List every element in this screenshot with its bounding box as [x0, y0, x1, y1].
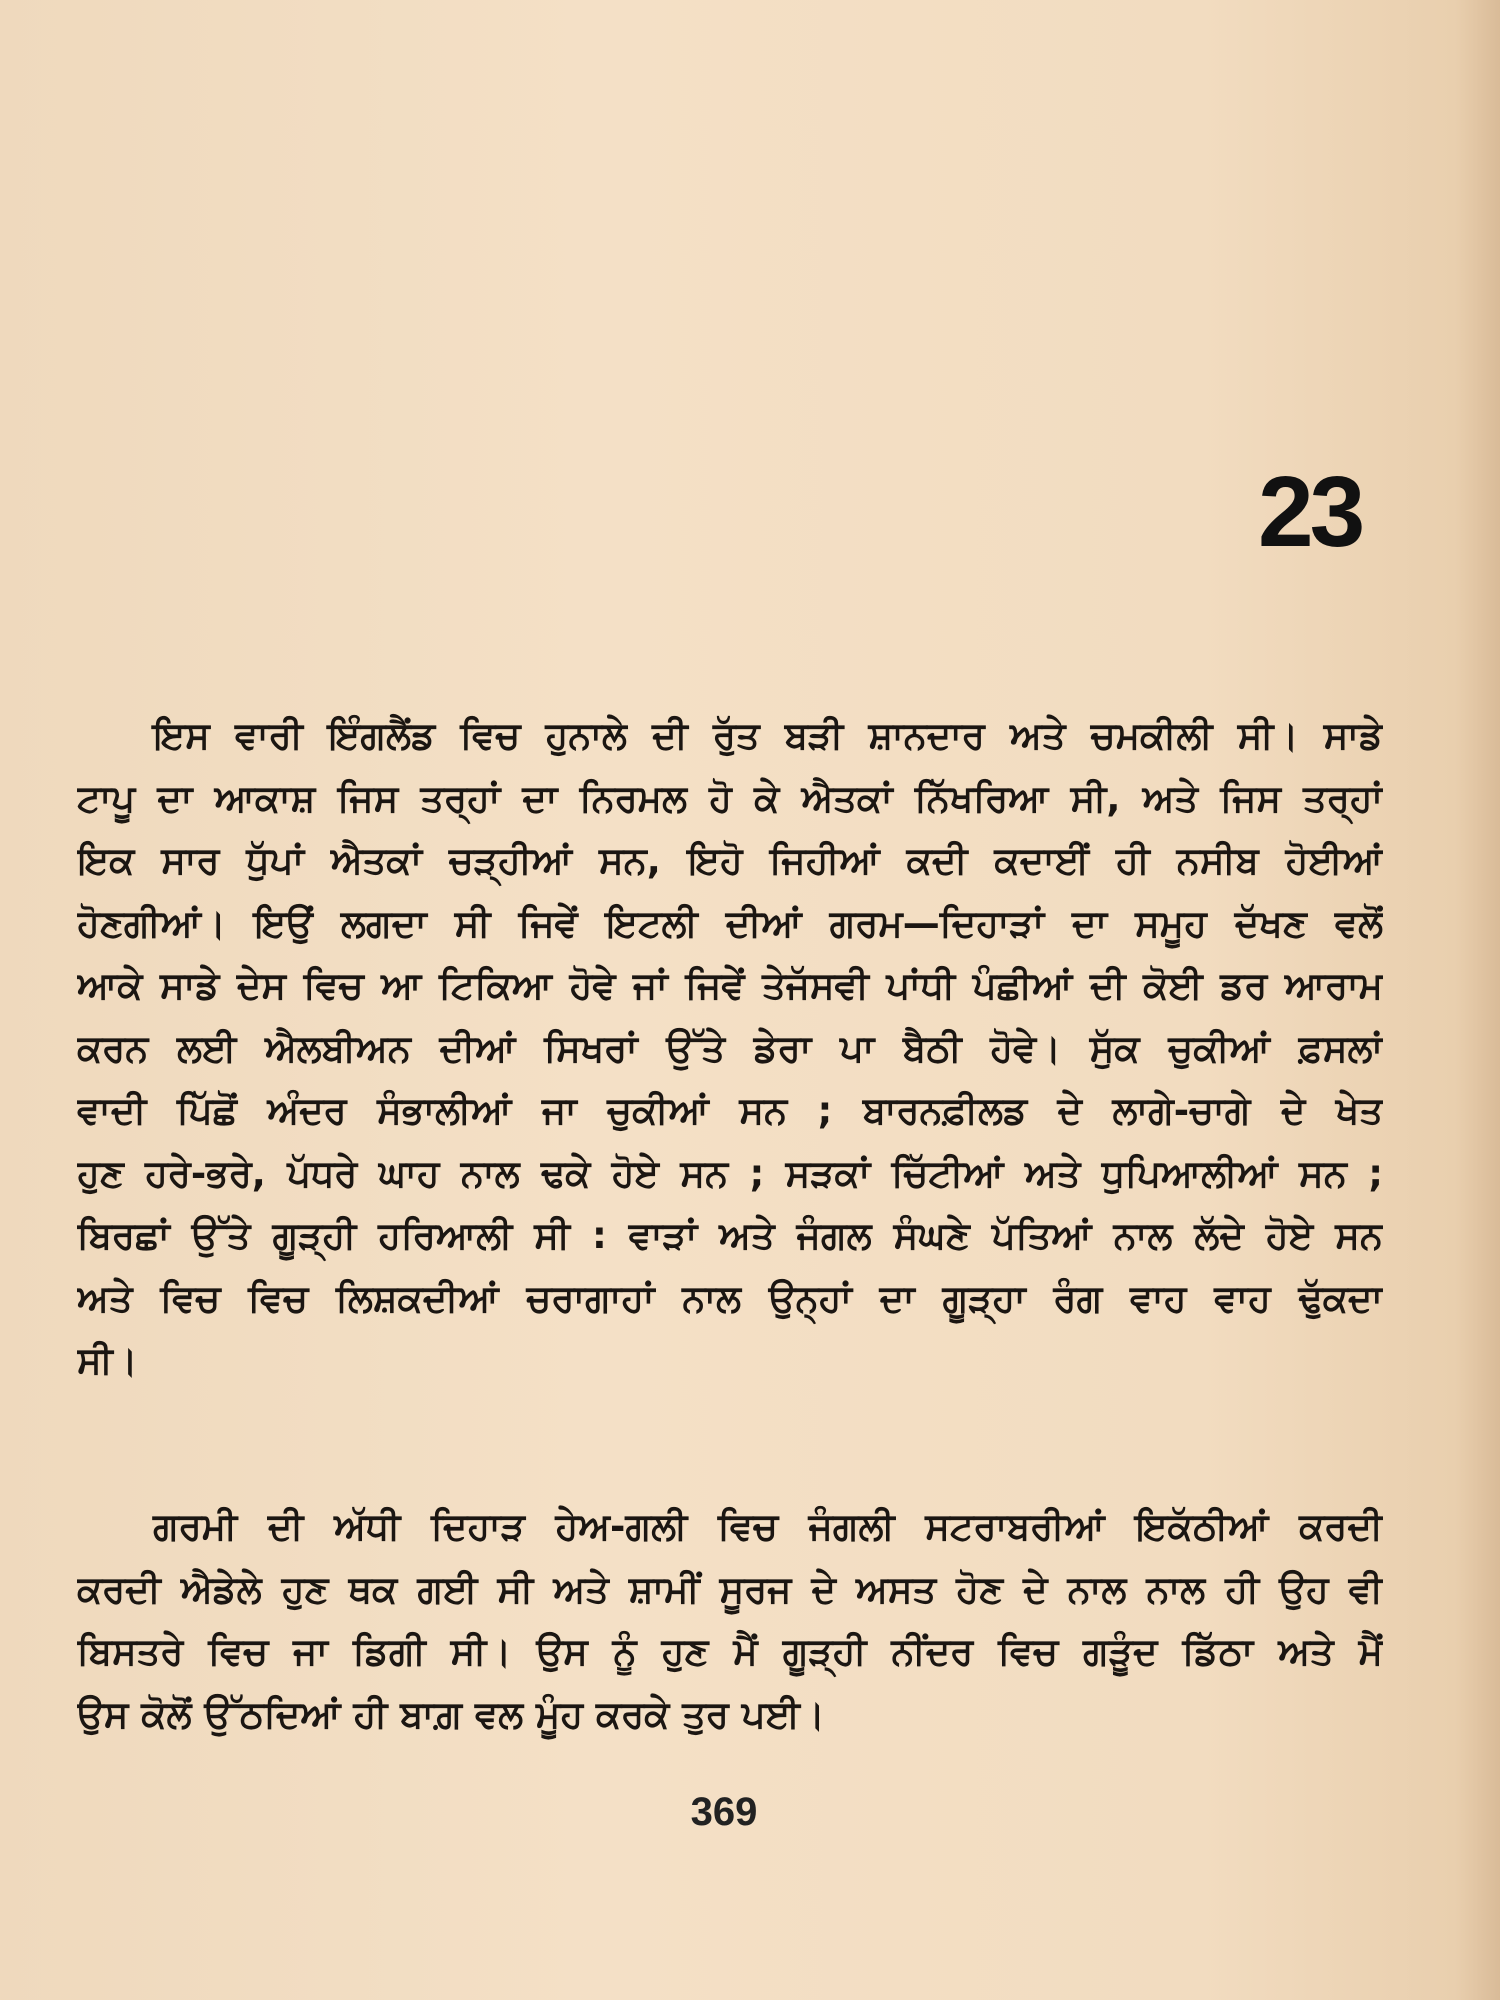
text-line: ਹੋਣਗੀਆਂ। ਇਉਂ ਲਗਦਾ ਸੀ ਜਿਵੇਂ ਇਟਲੀ ਦੀਆਂ ਗਰਮ—ਦਿਹਾੜਾਂ ਦਾ ਸਮੂਹ ਦੱਖਣ ਵਲੋਂ — [77, 901, 1383, 945]
text-line: ਉਸ ਕੋਲੋਂ ਉੱਠਦਿਆਂ ਹੀ ਬਾਗ਼ ਵਲ ਮੂੰਹ ਕਰਕੇ ਤੁਰ ਪਈ। — [77, 1692, 825, 1736]
text-line: ਕਰਦੀ ਐਡੇਲੇ ਹੁਣ ਥਕ ਗਈ ਸੀ ਅਤੇ ਸ਼ਾਮੀਂ ਸੂਰਜ ਦੇ ਅਸਤ ਹੋਣ ਦੇ ਨਾਲ ਨਾਲ ਹੀ ਉਹ ਵੀ — [77, 1567, 1383, 1611]
text-line: ਹੁਣ ਹਰੇ-ਭਰੇ, ਪੱਧਰੇ ਘਾਹ ਨਾਲ ਢਕੇ ਹੋਏ ਸਨ ; ਸੜਕਾਂ ਚਿੱਟੀਆਂ ਅਤੇ ਧੁਪਿਆਲੀਆਂ ਸਨ ; — [77, 1151, 1383, 1195]
text-line: ਇਸ ਵਾਰੀ ਇੰਗਲੈਂਡ ਵਿਚ ਹੁਨਾਲੇ ਦੀ ਰੁੱਤ ਬੜੀ ਸ਼ਾਨਦਾਰ ਅਤੇ ਚਮਕੀਲੀ ਸੀ। ਸਾਡੇ — [153, 714, 1383, 757]
text-line: ਇਕ ਸਾਰ ਧੁੱਪਾਂ ਐਤਕਾਂ ਚੜ੍ਹੀਆਂ ਸਨ, ਇਹੋ ਜਿਹੀਆਂ ਕਦੀ ਕਦਾਈਂ ਹੀ ਨਸੀਬ ਹੋਈਆਂ — [77, 839, 1383, 882]
text-line: ਕਰਨ ਲਈ ਐਲਬੀਅਨ ਦੀਆਂ ਸਿਖਰਾਂ ਉੱਤੇ ਡੇਰਾ ਪਾ ਬੈਠੀ ਹੋਵੇ। ਸੁੱਕ ਚੁਕੀਆਂ ਫ਼ਸਲਾਂ — [77, 1026, 1383, 1070]
text-line: ਵਾਦੀ ਪਿੱਛੋਂ ਅੰਦਰ ਸੰਭਾਲੀਆਂ ਜਾ ਚੁਕੀਆਂ ਸਨ ; ਬਾਰਨਫ਼ੀਲਡ ਦੇ ਲਾਗੇ-ਚਾਗੇ ਦੇ ਖੇਤ — [77, 1089, 1383, 1132]
text-line: ਆਕੇ ਸਾਡੇ ਦੇਸ ਵਿਚ ਆ ਟਿਕਿਆ ਹੋਵੇ ਜਾਂ ਜਿਵੇਂ ਤੇਜੱਸਵੀ ਪਾਂਧੀ ਪੰਛੀਆਂ ਦੀ ਕੋਈ ਡਰ ਆਰਾਮ — [77, 964, 1383, 1007]
text-line: ਬਿਰਛਾਂ ਉੱਤੇ ਗੂੜ੍ਹੀ ਹਰਿਆਲੀ ਸੀ : ਵਾੜਾਂ ਅਤੇ ਜੰਗਲ ਸੰਘਣੇ ਪੱਤਿਆਂ ਨਾਲ ਲੱਦੇ ਹੋਏ ਸਨ — [77, 1214, 1383, 1257]
text-line: ਟਾਪੂ ਦਾ ਆਕਾਸ਼ ਜਿਸ ਤਰ੍ਹਾਂ ਦਾ ਨਿਰਮਲ ਹੋ ਕੇ ਐਤਕਾਂ ਨਿੱਖਰਿਆ ਸੀ, ਅਤੇ ਜਿਸ ਤਰ੍ਹਾਂ — [77, 776, 1383, 820]
paragraph-1 — [77, 705, 1383, 1393]
text-line: ਅਤੇ ਵਿਚ ਵਿਚ ਲਿਸ਼ਕਦੀਆਂ ਚਰਾਗਾਹਾਂ ਨਾਲ ਉਨ੍ਹਾਂ ਦਾ ਗੂੜ੍ਹਾ ਰੰਗ ਵਾਹ ਵਾਹ ਢੁੱਕਦਾ — [77, 1276, 1383, 1320]
text-line: ਗਰਮੀ ਦੀ ਅੱਧੀ ਦਿਹਾੜ ਹੇਅ-ਗਲੀ ਵਿਚ ਜੰਗਲੀ ਸਟਰਾਬਰੀਆਂ ਇਕੱਠੀਆਂ ਕਰਦੀ — [153, 1505, 1383, 1548]
text-line: ਸੀ। — [77, 1339, 138, 1382]
page-number: 369 — [690, 1790, 758, 1834]
chapter-number: 23 — [1258, 456, 1362, 568]
text-line: ਬਿਸਤਰੇ ਵਿਚ ਜਾ ਡਿਗੀ ਸੀ। ਉਸ ਨੂੰ ਹੁਣ ਮੈਂ ਗੂੜ੍ਹੀ ਨੀਂਦਰ ਵਿਚ ਗੜੂੰਦ ਡਿੱਠਾ ਅਤੇ ਮੈਂ — [77, 1630, 1383, 1673]
paragraph-2 — [77, 1496, 1383, 1746]
